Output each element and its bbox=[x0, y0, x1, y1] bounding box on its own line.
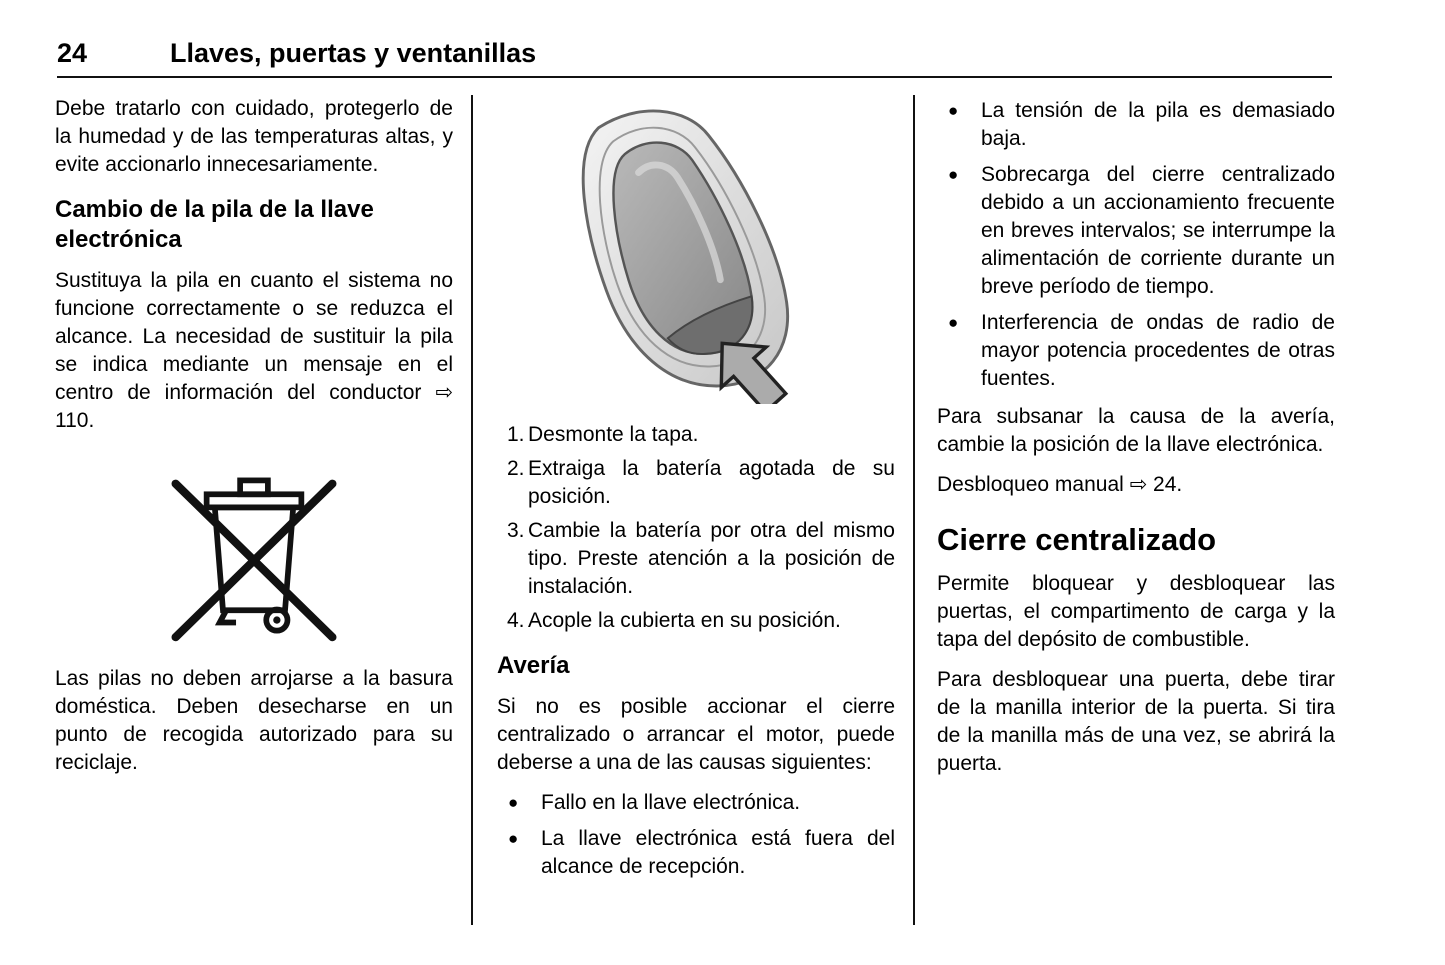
step-text: Desmonte la tapa. bbox=[528, 423, 699, 446]
paragraph-remedy: Para subsanar la causa de la avería, cambie la posición de la llave electrónica. bbox=[937, 405, 1335, 456]
bullet-text: La llave electrónica está fuera del alcance de recepción. bbox=[541, 827, 895, 878]
step-text: Extraiga la batería agotada de su posición. bbox=[528, 457, 895, 508]
bullet-marker: ● bbox=[948, 165, 959, 184]
list-item bbox=[497, 421, 895, 449]
header-rule bbox=[57, 76, 1332, 78]
bullet-text: Fallo en la llave electrónica. bbox=[541, 791, 801, 814]
step-number: 1. bbox=[507, 423, 525, 446]
bullet-marker: ● bbox=[948, 313, 959, 332]
paragraph-fault-intro: Si no es posible accionar el cierre centralizado o arrancar el motor, puede deberse a una de las causas siguientes: bbox=[497, 695, 895, 774]
section-heading-battery-replacement: Cambio de la pila de la llave electrónica bbox=[55, 196, 374, 253]
step-number: 2. bbox=[507, 457, 525, 480]
list-item bbox=[937, 161, 1335, 301]
bullet-text: La tensión de la pila es demasiado baja. bbox=[981, 99, 1335, 150]
list-item bbox=[937, 97, 1335, 153]
step-number: 3. bbox=[507, 519, 525, 542]
step-text: Cambie la batería por otra del mismo tipo. Preste atención a la posición de instalación. bbox=[528, 519, 895, 598]
battery-steps-list bbox=[497, 421, 895, 635]
bullet-text: Sobrecarga del cierre centralizado debido a un accionamiento frecuente en breves intervalos; se interrumpe la alimentación de corriente durante un breve período de tiempo. bbox=[981, 163, 1335, 298]
fault-causes-list-continued bbox=[937, 97, 1335, 393]
step-number: 4. bbox=[507, 609, 525, 632]
weee-symbol-figure bbox=[55, 451, 453, 647]
bullet-marker: ● bbox=[508, 829, 519, 848]
list-item bbox=[497, 517, 895, 601]
chapter-title: Llaves, puertas y ventanillas bbox=[170, 38, 537, 68]
column-right bbox=[937, 95, 1335, 790]
list-item bbox=[497, 455, 895, 511]
bullet-marker: ● bbox=[508, 793, 519, 812]
page-header bbox=[57, 38, 536, 69]
section-heading-fault: Avería bbox=[497, 652, 570, 679]
paragraph-battery-disposal: Las pilas no deben arrojarse a la basura doméstica. Deben desecharse en un punto de recogida autorizado para su reciclaje. bbox=[55, 667, 453, 774]
fault-causes-list bbox=[497, 789, 895, 881]
list-item bbox=[497, 825, 895, 881]
paragraph-battery-replace: Sustituya la pila en cuanto el sistema no funcione correctamente o se reduzca el alcance. La necesidad de sustituir la pila se indica mediante un mensaje en el centro de información del conductor ⇨ 110. bbox=[55, 269, 453, 432]
list-item bbox=[497, 607, 895, 635]
list-item bbox=[937, 309, 1335, 393]
page-number: 24 bbox=[57, 38, 88, 68]
list-item bbox=[497, 789, 895, 817]
column-divider-right bbox=[913, 95, 915, 925]
column-left bbox=[55, 95, 453, 789]
bullet-marker: ● bbox=[948, 101, 959, 120]
crossed-out-bin-icon bbox=[154, 451, 354, 647]
column-divider-left bbox=[471, 95, 473, 925]
step-text: Acople la cubierta en su posición. bbox=[528, 609, 841, 632]
key-fob-image bbox=[506, 99, 886, 404]
paragraph-manual-unlock-ref: Desbloqueo manual ⇨ 24. bbox=[937, 473, 1183, 496]
paragraph-central-locking: Permite bloquear y desbloquear las puertas, el compartimento de carga y la tapa del depósito de combustible. bbox=[937, 572, 1335, 651]
paragraph-care: Debe tratarlo con cuidado, protegerlo de la humedad y de las temperaturas altas, y evite accionarlo innecesariamente. bbox=[55, 97, 453, 176]
key-fob-illustration bbox=[497, 95, 895, 407]
paragraph-unlock-door: Para desbloquear una puerta, debe tirar de la manilla interior de la puerta. Si tira de la manilla más de una vez, se abrirá la puerta. bbox=[937, 668, 1335, 775]
bullet-text: Interferencia de ondas de radio de mayor potencia procedentes de otras fuentes. bbox=[981, 311, 1335, 390]
column-middle bbox=[497, 95, 895, 891]
section-heading-central-locking: Cierre centralizado bbox=[937, 522, 1217, 557]
